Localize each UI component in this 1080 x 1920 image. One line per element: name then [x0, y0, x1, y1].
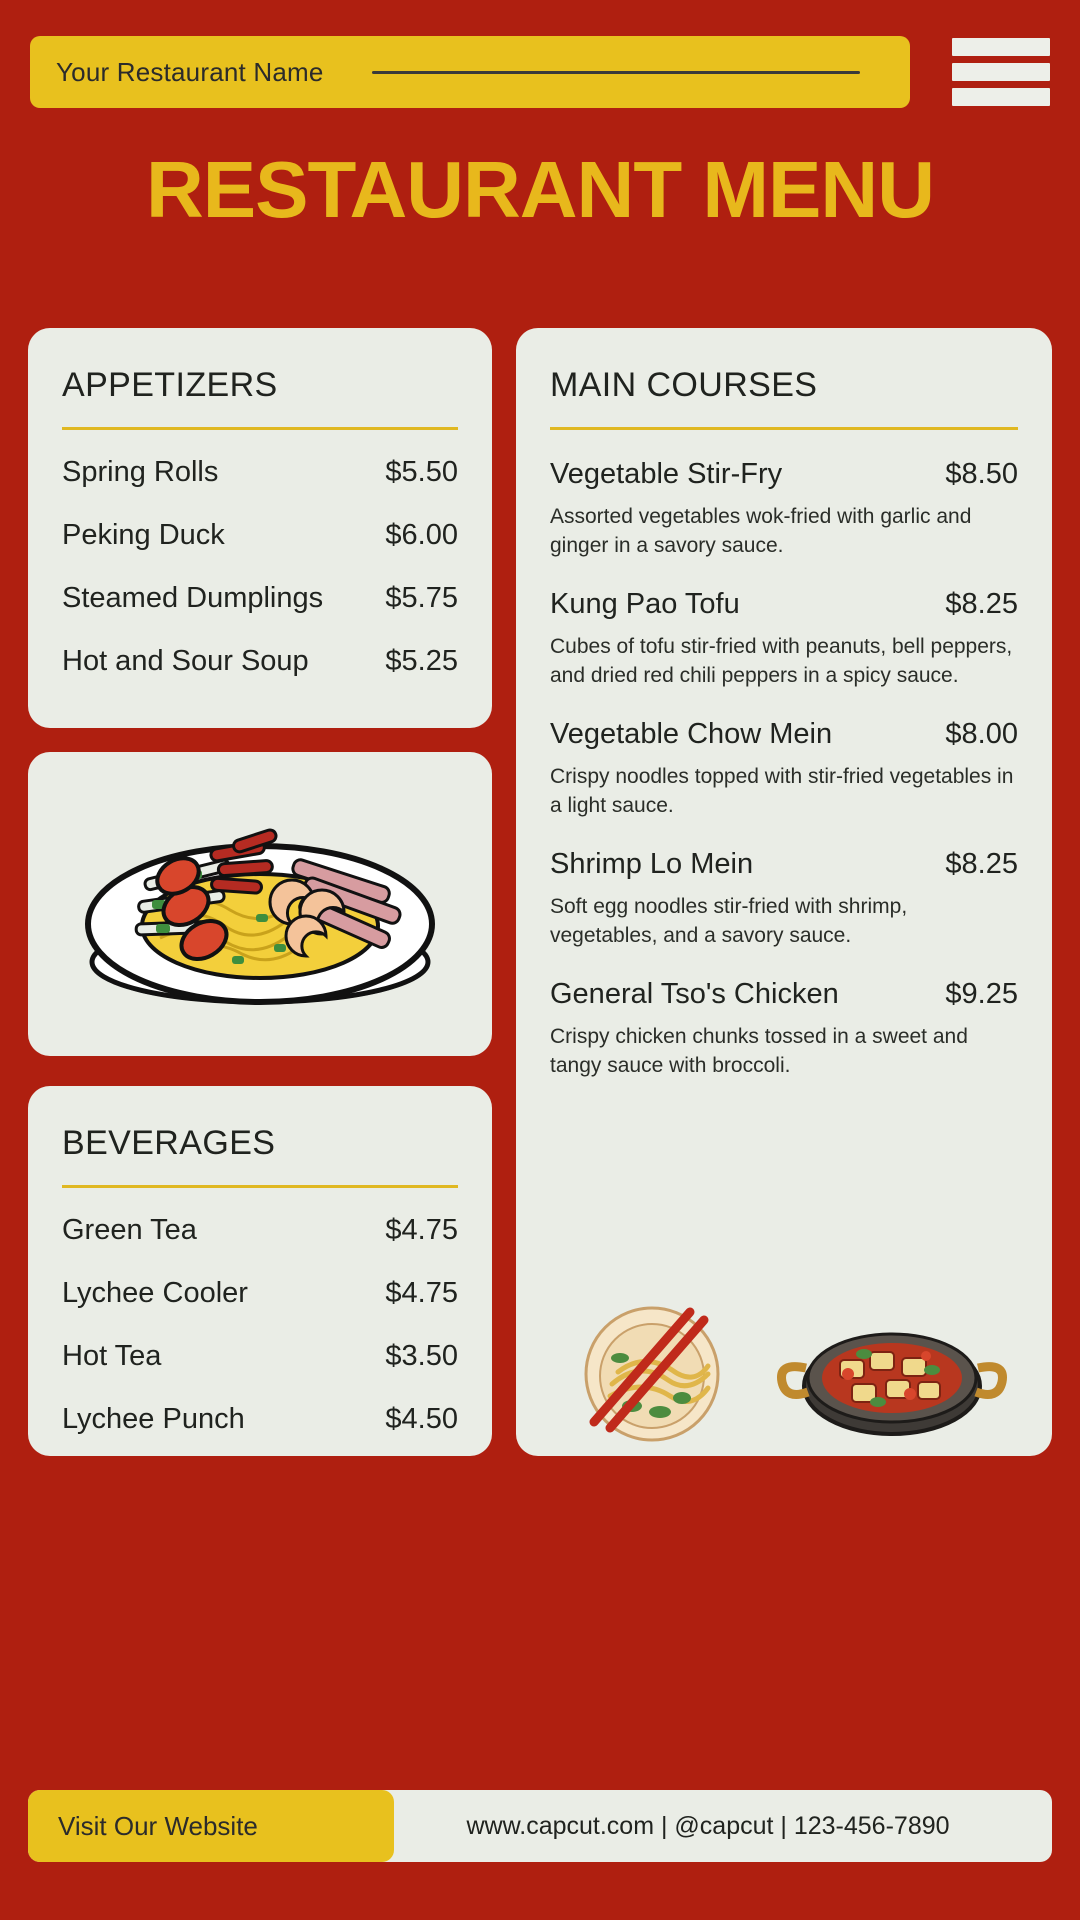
menu-icon-bar-1: [952, 38, 1050, 56]
beverages-heading: BEVERAGES: [62, 1124, 276, 1162]
dish-header: [550, 586, 1018, 622]
item-description: Crispy noodles topped with stir-fried vegetables in a light sauce.: [550, 765, 1014, 817]
list-item: [550, 586, 1018, 690]
beverages-divider: [62, 1185, 458, 1188]
list-item: [62, 582, 458, 615]
noodle-bowl-with-chopsticks-illustration: [586, 1308, 718, 1440]
visit-website-button[interactable]: Visit Our Website: [28, 1790, 394, 1862]
item-price: $5.25: [385, 645, 458, 677]
mains-decoration-art: [540, 1294, 1028, 1444]
item-price: $8.00: [945, 718, 1018, 750]
item-price: $8.25: [945, 588, 1018, 620]
item-name: Spring Rolls: [62, 456, 219, 488]
contact-info: www.capcut.com | @capcut | 123-456-7890: [466, 1811, 950, 1840]
list-item: [62, 1277, 458, 1310]
appetizers-divider: [62, 427, 458, 430]
item-name: Lychee Cooler: [62, 1277, 248, 1309]
list-item: [62, 1340, 458, 1373]
item-name: Vegetable Stir-Fry: [550, 458, 783, 490]
item-description: Assorted vegetables wok-fried with garlic and ginger in a savory sauce.: [550, 505, 972, 557]
beverages-card: [28, 1086, 492, 1456]
dish-header: [550, 846, 1018, 882]
item-description: Cubes of tofu stir-fried with peanuts, bell peppers, and dried red chili peppers in a spicy sauce.: [550, 635, 1013, 687]
item-name: Hot and Sour Soup: [62, 645, 309, 677]
list-item: [62, 456, 458, 489]
list-item: [62, 1214, 458, 1247]
appetizers-heading: APPETIZERS: [62, 366, 278, 404]
item-price: $6.00: [385, 519, 458, 551]
restaurant-name-pill[interactable]: [30, 36, 910, 108]
header: [30, 36, 1050, 108]
list-item: [550, 716, 1018, 820]
item-price: $3.50: [385, 1340, 458, 1372]
dish-header: [550, 716, 1018, 752]
menu-icon-bar-3: [952, 88, 1050, 106]
item-name: Hot Tea: [62, 1340, 162, 1372]
item-price: $5.75: [385, 582, 458, 614]
item-price: $4.50: [385, 1403, 458, 1435]
menu-icon-bar-2: [952, 63, 1050, 81]
main-courses-card: [516, 328, 1052, 1456]
item-price: $5.50: [385, 456, 458, 488]
item-name: Lychee Punch: [62, 1403, 245, 1435]
mapo-tofu-pan-illustration: [782, 1334, 1003, 1434]
appetizers-card: [28, 328, 492, 728]
hero-dish-image-card: [28, 752, 492, 1056]
list-item: [550, 456, 1018, 560]
item-description: Crispy chicken chunks tossed in a sweet and tangy sauce with broccoli.: [550, 1025, 968, 1077]
item-name: Vegetable Chow Mein: [550, 718, 833, 750]
beverages-list: [62, 1214, 458, 1436]
dish-header: [550, 976, 1018, 1012]
item-name: Shrimp Lo Mein: [550, 848, 754, 880]
dish-header: [550, 456, 1018, 492]
list-item: [550, 846, 1018, 950]
item-name: Green Tea: [62, 1214, 197, 1246]
item-price: $8.50: [945, 458, 1018, 490]
main-courses-divider: [550, 427, 1018, 430]
list-item: [62, 645, 458, 678]
item-name: Kung Pao Tofu: [550, 588, 740, 620]
item-name: General Tso's Chicken: [550, 978, 839, 1010]
item-name: Steamed Dumplings: [62, 582, 324, 614]
list-item: [62, 519, 458, 552]
list-item: [550, 976, 1018, 1080]
item-price: $8.25: [945, 848, 1018, 880]
hamburger-menu-icon[interactable]: [952, 34, 1050, 110]
footer: [28, 1790, 1052, 1862]
item-price: $4.75: [385, 1214, 458, 1246]
page-title: RESTAURANT MENU: [146, 145, 934, 234]
name-divider-line: [372, 71, 860, 74]
item-price: $9.25: [945, 978, 1018, 1010]
main-courses-heading: MAIN COURSES: [550, 366, 818, 404]
restaurant-name: Your Restaurant Name: [56, 56, 324, 87]
list-item: [62, 1403, 458, 1436]
noodle-platter-illustration: [60, 784, 460, 1024]
item-price: $4.75: [385, 1277, 458, 1309]
item-name: Peking Duck: [62, 519, 225, 551]
appetizers-list: [62, 456, 458, 678]
item-description: Soft egg noodles stir-fried with shrimp, vegetables, and a savory sauce.: [550, 895, 908, 947]
